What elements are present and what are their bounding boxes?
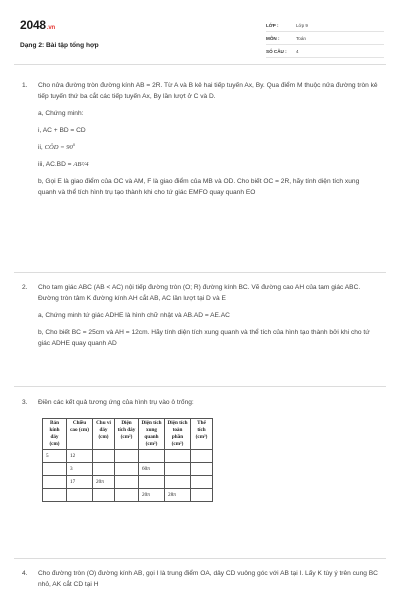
table-cell[interactable]: [43, 463, 67, 476]
table-cell[interactable]: [43, 476, 67, 489]
column-header: Diện tích xung quanh (cm²): [139, 419, 165, 450]
meta-panel: [266, 20, 384, 59]
question-1: [22, 80, 378, 204]
question-intro: Điền các kết quả tương ứng của hình trụ vào ô trống:: [38, 399, 194, 406]
column-header: Diện tích toàn phần (cm²): [165, 419, 191, 450]
question-intro: Cho đường tròn (O) đường kính AB, gọi I là trung điểm OA, dây CD vuông góc với AB tại I. Lấy K tùy ý trên cung BC nhỏ, AK cắt CD tại H: [38, 570, 378, 588]
table-row: [43, 476, 213, 489]
table-cell[interactable]: [93, 489, 115, 502]
meta-key: MÔN :: [266, 36, 280, 41]
table-cell[interactable]: 17: [67, 476, 93, 489]
table-cell[interactable]: [191, 476, 213, 489]
table-cell[interactable]: 20π: [93, 476, 115, 489]
table-cell[interactable]: 12: [67, 450, 93, 463]
meta-row-subject: [266, 33, 384, 45]
question-4: [22, 568, 378, 596]
column-header: Diện tích đáy (cm²): [115, 419, 139, 450]
meta-key: SỐ CÂU :: [266, 49, 287, 54]
table-cell[interactable]: [191, 489, 213, 502]
worksheet-header: [14, 12, 386, 62]
table-cell[interactable]: [139, 476, 165, 489]
item-ii: ii, CÔD = $90^0$: [38, 141, 76, 151]
item-i: i, AC + BD = CD: [38, 127, 86, 134]
part-b-text: b, Gọi E là giao điểm của OC và AM, F là giao điểm của MB và OD. Cho biết OC = 2R, hãy tính diện tích xung quanh và thể tích hình trụ tạo thành khi cho tứ giác EMFO quay quanh EO: [38, 178, 360, 196]
question-2: [22, 282, 378, 355]
table-row: [43, 489, 213, 502]
meta-value: Lớp 9: [296, 23, 308, 28]
table-cell[interactable]: 28π: [165, 489, 191, 502]
table-cell[interactable]: 20π: [139, 489, 165, 502]
table-cell[interactable]: [191, 463, 213, 476]
table-cell[interactable]: [139, 450, 165, 463]
table-cell[interactable]: [115, 450, 139, 463]
site-logo[interactable]: 2048.vn: [20, 18, 55, 32]
table-cell[interactable]: [93, 463, 115, 476]
column-header: Thể tích (cm³): [191, 419, 213, 450]
meta-value: Toán: [296, 36, 306, 41]
question-3: [22, 397, 378, 414]
table-cell[interactable]: [165, 463, 191, 476]
part-a-text: a, Chứng minh tứ giác ADHE là hình chữ nhật và AB.AD = AE.AC: [38, 312, 230, 319]
question-divider: [14, 272, 386, 273]
question-divider: [14, 558, 386, 559]
column-header: Bán kính đáy (cm): [43, 419, 67, 450]
table-cell[interactable]: [67, 489, 93, 502]
table-row: [43, 450, 213, 463]
lesson-title: Dạng 2: Bài tập tổng hợp: [20, 42, 99, 49]
meta-row-class: [266, 20, 384, 32]
column-header: Chu vi đáy (cm): [93, 419, 115, 450]
table-cell[interactable]: [165, 450, 191, 463]
question-divider: [14, 386, 386, 387]
question-number: 1.: [22, 82, 28, 89]
table-header-row: [43, 419, 213, 450]
table-cell[interactable]: [115, 476, 139, 489]
table-cell[interactable]: [43, 489, 67, 502]
question-intro: Cho tam giác ABC (AB < AC) nội tiếp đường tròn (O; R) đường kính BC. Vẽ đường cao AH của tam giác ABC. Đường tròn tâm K đường kính AH cắt AB, AC lần lượt tại D và E: [38, 284, 361, 302]
column-header: Chiều cao (cm): [67, 419, 93, 450]
meta-key: LỚP :: [266, 23, 279, 28]
table-cell[interactable]: [93, 450, 115, 463]
table-cell[interactable]: 5: [43, 450, 67, 463]
question-number: 2.: [22, 284, 28, 291]
question-number: 4.: [22, 570, 28, 577]
table-cell[interactable]: [115, 489, 139, 502]
table-cell[interactable]: 60π: [139, 463, 165, 476]
question-intro: Cho nửa đường tròn đường kính AB = 2R. Từ A và B kẻ hai tiếp tuyến Ax, By. Qua điểm M thuộc nửa đường tròn kẻ tiếp tuyến thứ ba cắt các tiếp tuyến Ax, By lần lượt ở C và D.: [38, 82, 378, 100]
table-cell[interactable]: [191, 450, 213, 463]
part-b-text: b, Cho biết BC = 25cm và AH = 12cm. Hãy tính diện tích xung quanh và thể tích của hình tạo thành bởi khi cho tứ giác ADHE quay quanh AD: [38, 329, 370, 347]
header-divider: [14, 64, 386, 65]
cylinder-table: [42, 418, 213, 502]
table-cell[interactable]: 3: [67, 463, 93, 476]
table-cell[interactable]: [165, 476, 191, 489]
meta-row-count: [266, 46, 384, 58]
question-number: 3.: [22, 399, 28, 406]
part-a-label: a, Chứng minh:: [38, 110, 84, 117]
table-row: [43, 463, 213, 476]
table-cell[interactable]: [115, 463, 139, 476]
item-iii: iii, AC.BD = AB²/4: [38, 161, 89, 168]
meta-value: 4: [296, 49, 299, 54]
